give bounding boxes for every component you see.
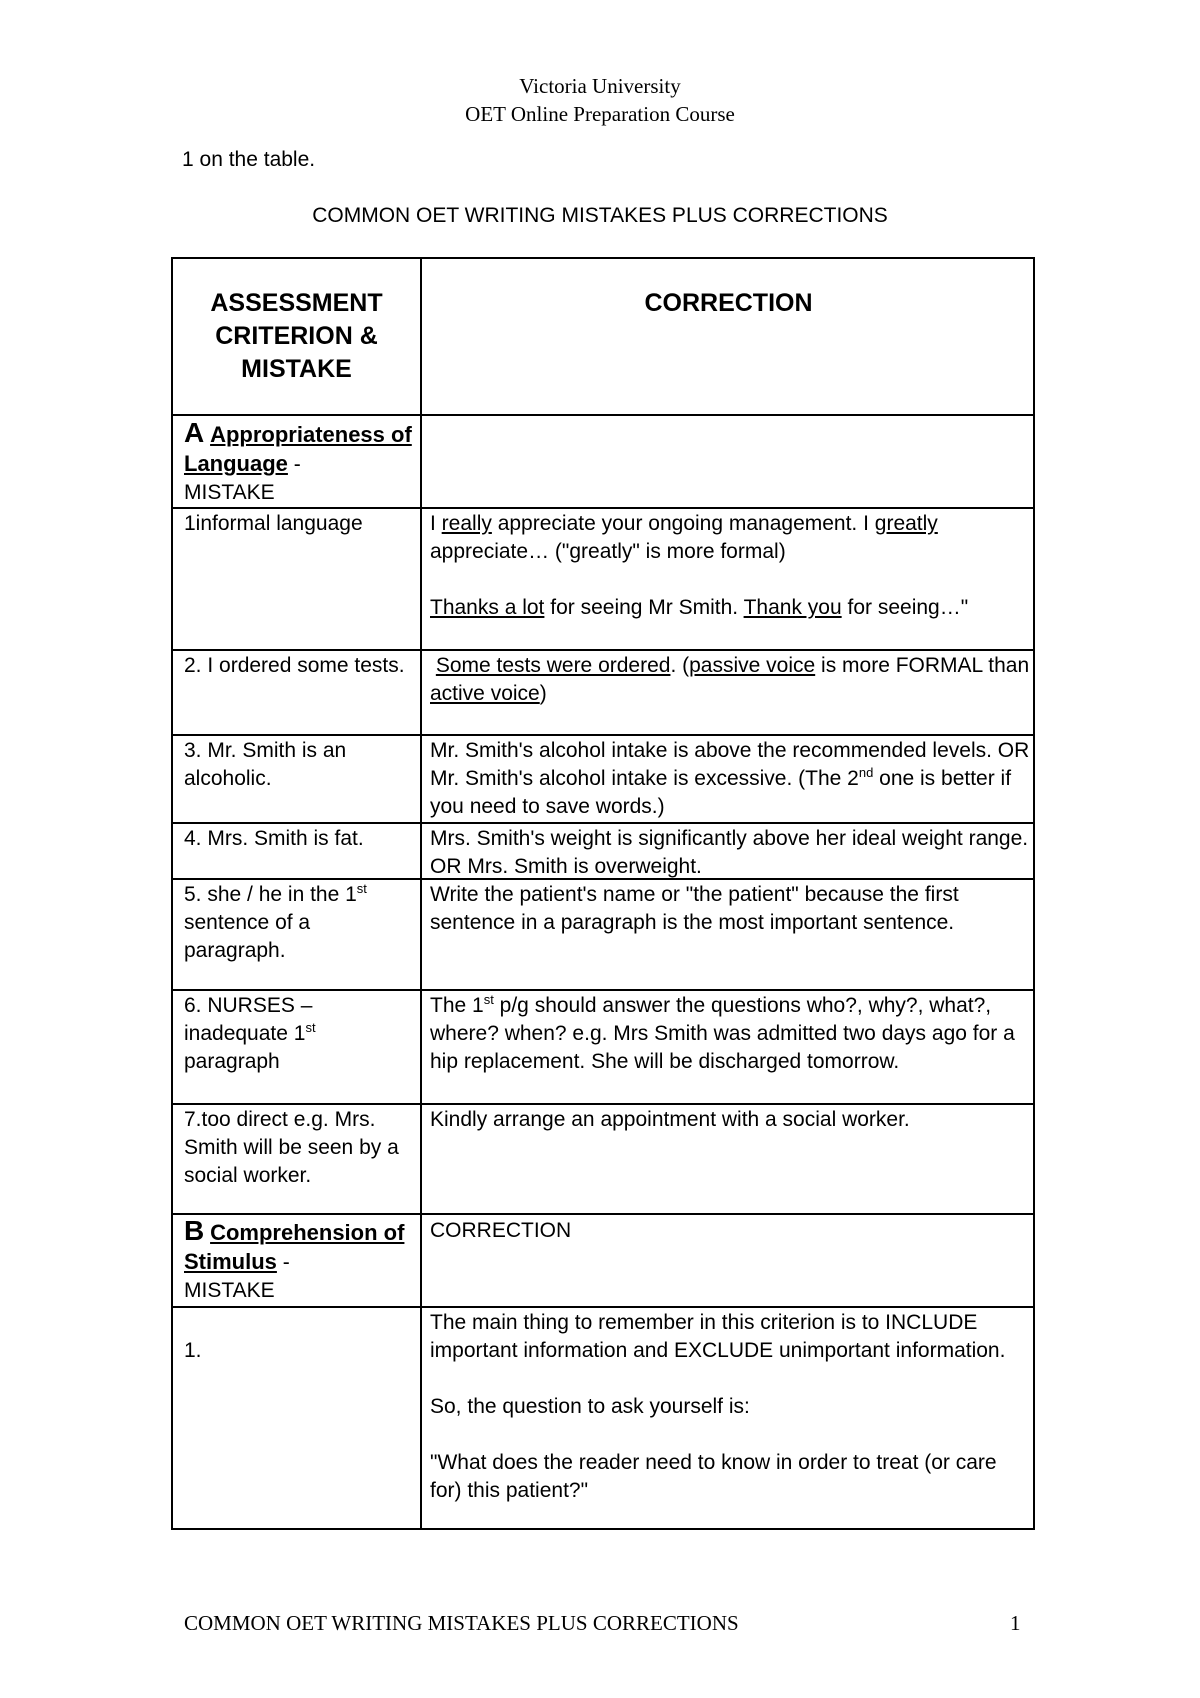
row-divider (173, 507, 1033, 509)
underlined-text: passive voice (689, 654, 816, 677)
correction-paragraph: So, the question to ask yourself is: (430, 1395, 750, 1418)
mistake-cell: 2. I ordered some tests. (184, 654, 405, 677)
text: paragraph (184, 1050, 280, 1073)
mistakes-table (171, 257, 1035, 1530)
document-title: COMMON OET WRITING MISTAKES PLUS CORRECTIONS (312, 204, 888, 227)
section-separator: - (287, 453, 301, 476)
correction-cell (430, 510, 1030, 622)
row-divider (173, 734, 1033, 736)
correction-paragraph (430, 510, 1030, 566)
mistake-cell: 4. Mrs. Smith is fat. (184, 827, 364, 850)
superscript: nd (858, 765, 874, 780)
mistake-cell: 1informal language (184, 512, 363, 535)
mistake-cell (184, 992, 414, 1076)
row-divider (173, 414, 1033, 416)
column-header-correction: CORRECTION (644, 289, 813, 317)
mistake-cell: 7.too direct e.g. Mrs. Smith will be seen by a social worker. (184, 1108, 399, 1187)
section-criterion: Appropriateness of Language (184, 422, 412, 476)
row-divider (173, 822, 1033, 824)
underlined-text: really (441, 512, 492, 535)
underlined-text: Some tests were ordered (435, 654, 671, 677)
correction-paragraph: "What does the reader need to know in order to treat (or care for) this patient?" (430, 1451, 997, 1502)
superscript: st (483, 992, 494, 1007)
section-letter: B (184, 1215, 205, 1246)
column-header-criterion: ASSESSMENT CRITERION & MISTAKE (210, 289, 383, 383)
row-divider (173, 989, 1033, 991)
text: Mr. Smith's alcohol intake is above the recommended levels. OR Mr. Smith's alcohol intake is excessive. (The 2 (430, 739, 1030, 790)
correction-cell: Kindly arrange an appointment with a social worker. (430, 1108, 910, 1131)
underlined-text: Thanks a lot (430, 596, 545, 619)
correction-paragraph: The main thing to remember in this criterion is to INCLUDE important information and EXCLUDE unimportant information. (430, 1311, 1006, 1362)
page-number: 1 (1010, 1611, 1021, 1635)
text: 5. she / he in the 1 (184, 883, 357, 906)
section-mistake-label: MISTAKE (184, 1279, 275, 1302)
text: for seeing…" (841, 596, 969, 619)
section-separator: - (276, 1251, 290, 1274)
mistake-cell (184, 881, 414, 965)
superscript: st (305, 1020, 316, 1035)
row-divider (173, 1103, 1033, 1105)
correction-paragraph (430, 594, 1030, 622)
row-divider (173, 1306, 1033, 1308)
section-a-heading (184, 419, 414, 507)
text: one is better if you need to save words.) (430, 767, 1012, 818)
mistake-cell: 1. (184, 1339, 202, 1362)
underlined-text: Thank you (743, 596, 842, 619)
section-b-heading (184, 1217, 414, 1305)
intro-text: 1 on the table. (182, 148, 316, 171)
mistake-cell: 3. Mr. Smith is an alcoholic. (184, 739, 347, 790)
text: 6. NURSES – inadequate 1 (184, 994, 313, 1045)
superscript: st (356, 881, 367, 896)
text: sentence of a paragraph. (184, 911, 311, 962)
row-divider (173, 1213, 1033, 1215)
section-letter: A (184, 417, 205, 448)
text: appreciate… ("greatly" is more formal) (430, 540, 786, 563)
section-criterion: Comprehension of Stimulus (184, 1220, 405, 1274)
underlined-text: active voice (430, 682, 540, 705)
correction-cell: Write the patient's name or "the patient" because the first sentence in a paragraph is the most important sentence. (430, 883, 959, 934)
text: . ( (670, 654, 690, 677)
correction-cell (430, 652, 1035, 708)
header-institution: Victoria University (519, 74, 681, 98)
underlined-text: greatly (874, 512, 938, 535)
text: for seeing Mr Smith. (544, 596, 744, 619)
text: I (430, 512, 442, 535)
section-b-correction-label: CORRECTION (430, 1219, 572, 1242)
header-course: OET Online Preparation Course (465, 102, 735, 126)
text: The 1 (430, 994, 484, 1017)
text: ) (539, 682, 547, 705)
text: p/g should answer the questions who?, why?, what?, where? when? e.g. Mrs Smith was admitted two days ago for a hip replacement. She will be discharged tomorrow. (430, 994, 1015, 1073)
correction-cell (430, 737, 1030, 821)
footer-title: COMMON OET WRITING MISTAKES PLUS CORRECTIONS (184, 1611, 739, 1635)
correction-cell (430, 1309, 1030, 1505)
correction-cell: Mrs. Smith's weight is significantly above her ideal weight range. OR Mrs. Smith is overweight. (430, 827, 1029, 878)
correction-cell (430, 992, 1030, 1076)
section-mistake-label: MISTAKE (184, 481, 275, 504)
row-divider (173, 649, 1033, 651)
text: is more FORMAL than (815, 654, 1035, 677)
column-divider (420, 259, 422, 1528)
text: appreciate your ongoing management. I (491, 512, 875, 535)
